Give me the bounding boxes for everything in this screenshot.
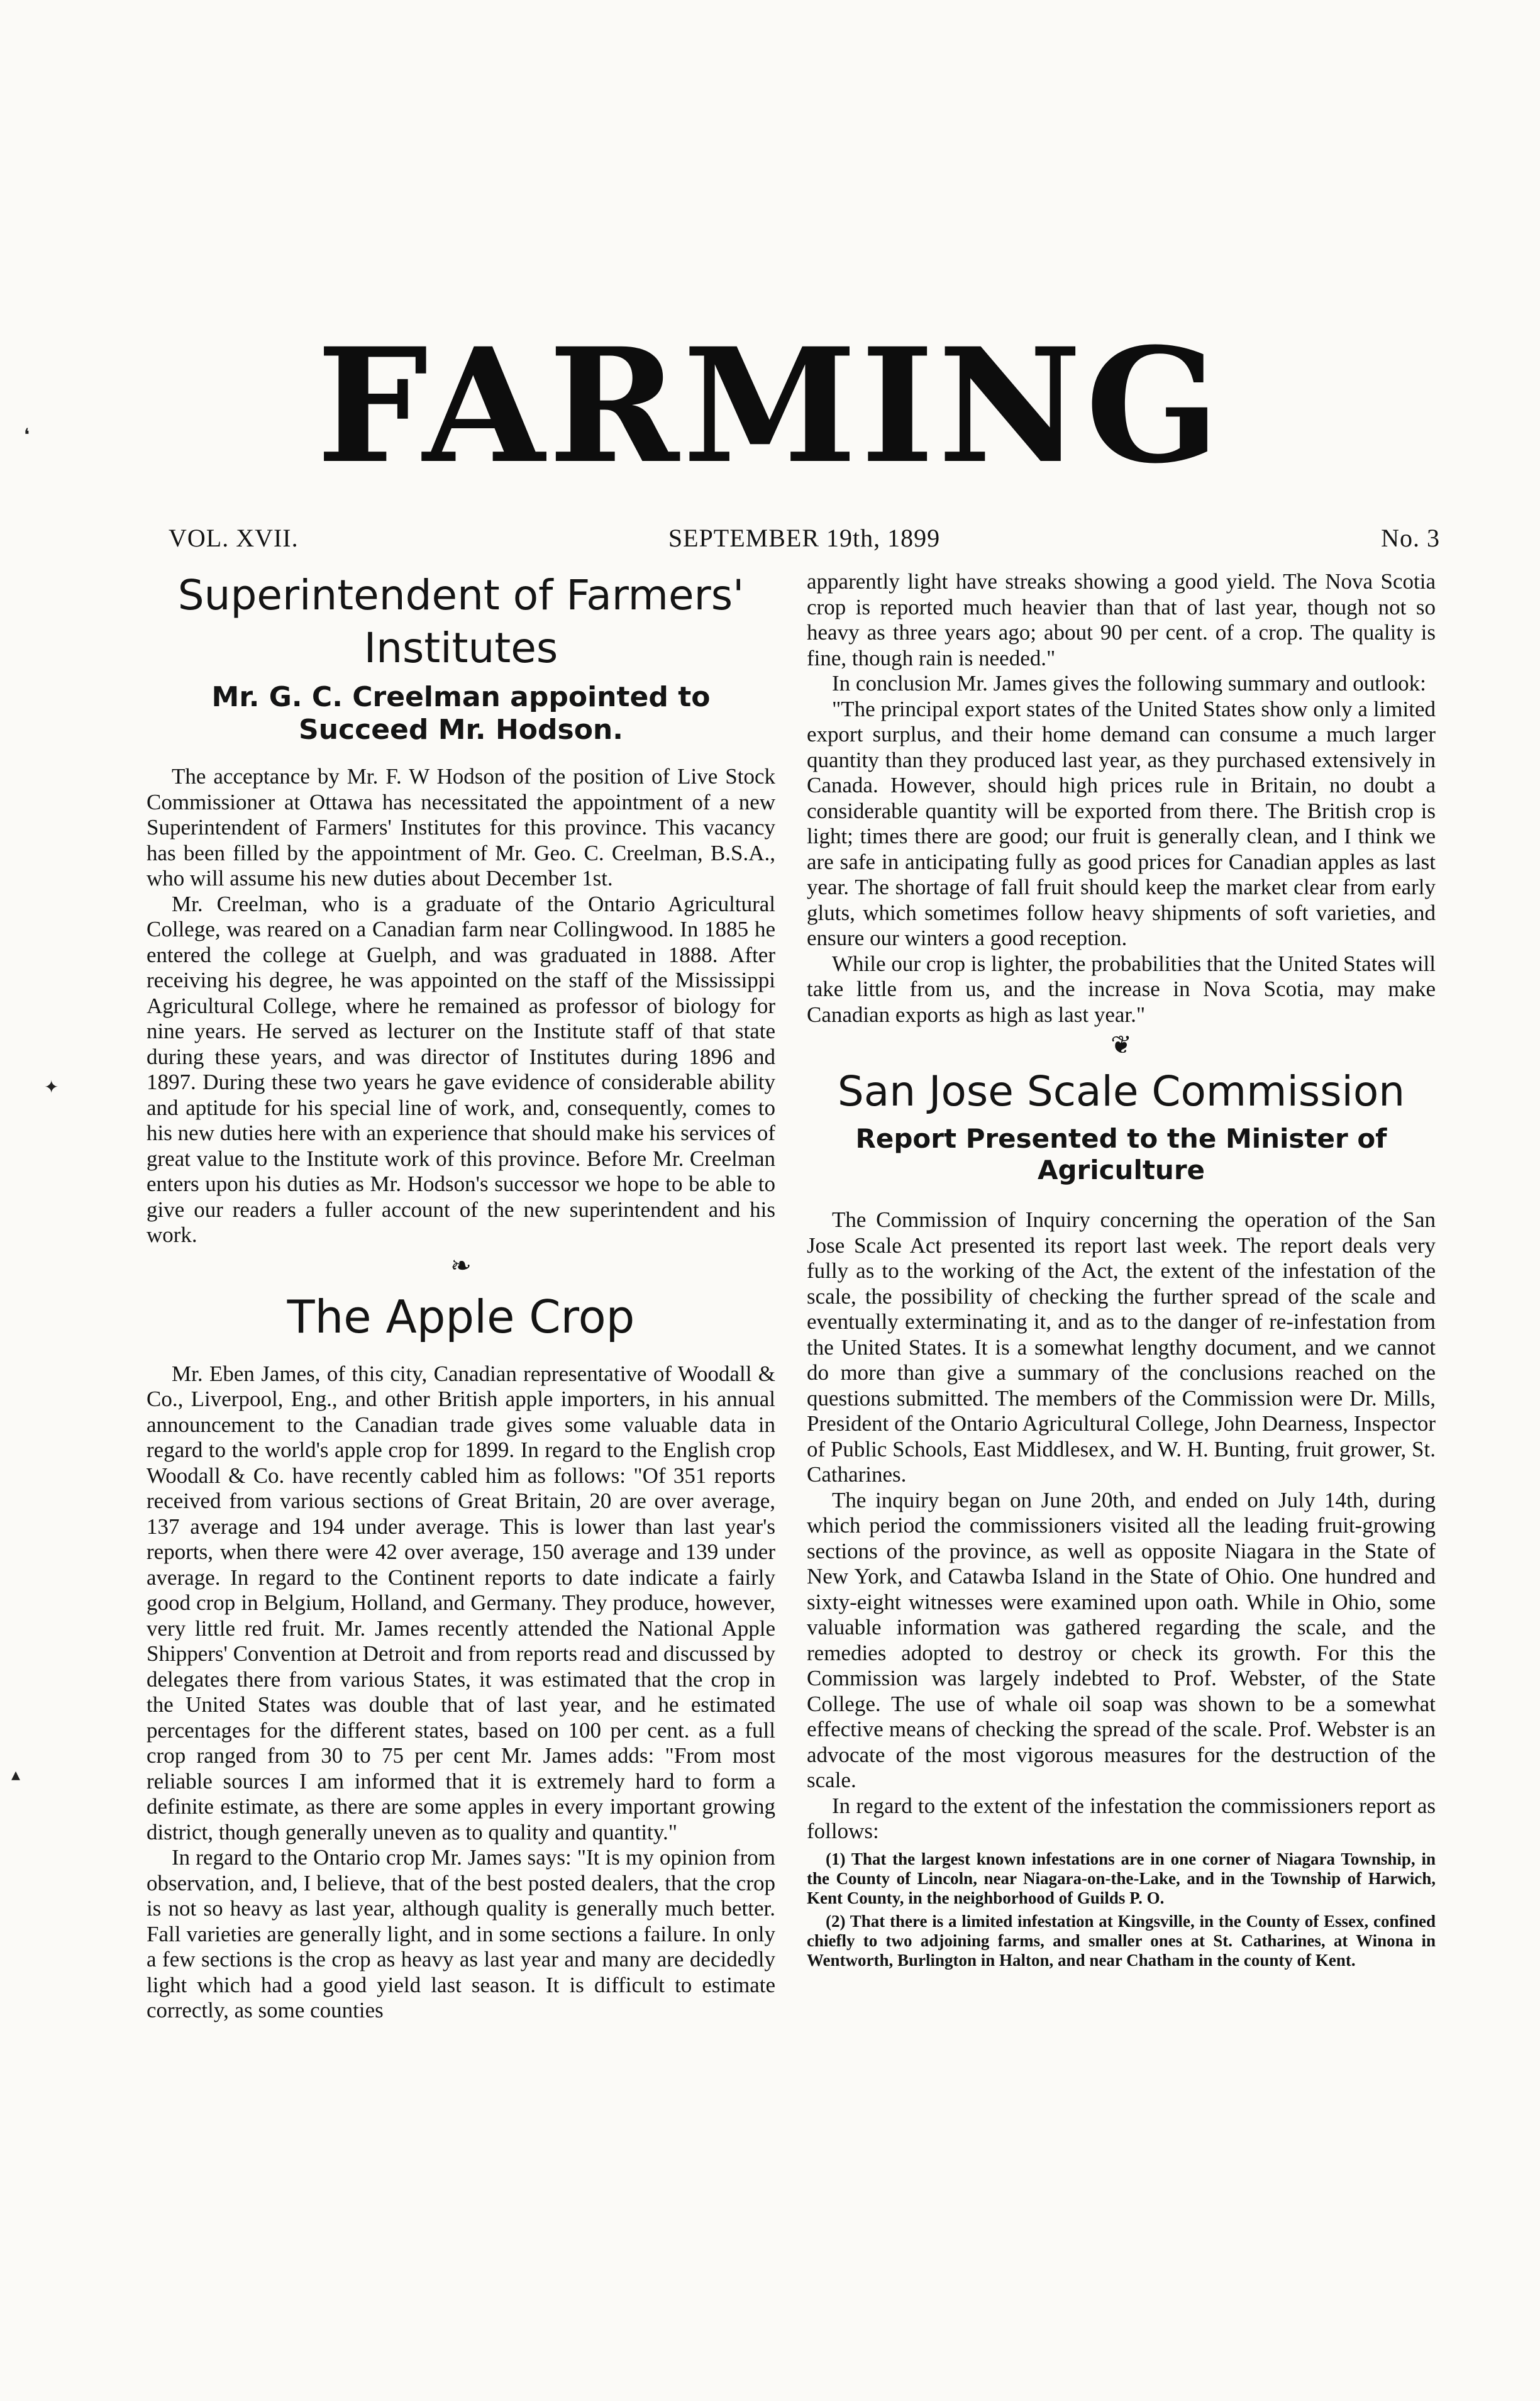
superintendent-subhead: Mr. G. C. Creelman appointed to Succeed Mr. Hodson. (211, 681, 711, 746)
san-jose-paragraph: The Commission of Inquiry concerning the operation of the San Jose Scale Act presented its report last week. The report deals very fully as to the working of the Act, the extent of the infestation of the scale, the possibility of checking the further spread of the scale and eventually exterminating it, and as to the danger of re-infestation from the United States. It is a somewhat lengthy document, and we cannot do more than give a summary of the conclusions reached on the questions submitted. The members of the Commission were Dr. Mills, President of the Ontario Agricultural College, John Dearness, Inspector of Public Schools, East Middlesex, and W. H. Bunting, fruit grower, St. Catharines. (807, 1207, 1436, 1487)
san-jose-paragraph: The inquiry began on June 20th, and ended on July 14th, during which period the commissioners visited all the leading fruit-growing sections of the province, as well as opposite Niagara in the State of New York, and Catawba Island in the State of Ohio. One hundred and sixty-eight witnesses were examined upon oath. While in Ohio, some valuable information was gathered regarding the scale, and the remedies adopted to destroy or check its growth. For this the Commission was largely indebted to Prof. Webster, of the State College. The use of whale oil soap was shown to be a somewhat effective means of checking the spread of the scale. Prof. Webster is an advocate of the most vigorous measures for the destruction of the scale. (807, 1487, 1436, 1792)
ornament-icon: ❦ (1111, 1031, 1132, 1059)
margin-speck-icon: ▴ (11, 1765, 21, 1785)
left-column (147, 569, 775, 2024)
san-jose-headline: San Jose Scale Commission (837, 1067, 1405, 1116)
superintendent-headline: Superintendent of Farmers' Institutes (177, 571, 745, 672)
margin-speck-icon: ✦ (44, 1078, 59, 1097)
margin-speck-icon: ❛ (24, 426, 30, 445)
san-jose-notes (807, 1849, 1436, 1970)
volume-label: VOL. XVII. (169, 524, 299, 552)
issue-number: No. 3 (1381, 524, 1440, 552)
apple-crop-headline: The Apple Crop (287, 1290, 635, 1343)
right-column (807, 569, 1436, 1974)
apple-crop-paragraph: Mr. Eben James, of this city, Canadian representative of Woodall & Co., Liverpool, Eng., and other British apple importers, in his annual announcement to the Canadian trade gives some valuable data in regard to the world's apple crop for 1899. In regard to the English crop Woodall & Co. have recently cabled him as follows: "Of 351 reports received from various sections of Great Britain, 20 are over average, 137 average and 194 under average. This is lower than last year's reports, when there were 42 over average, 150 average and 139 under average. In regard to the Continent reports to date indicate a fairly good crop in Belgium, Holland, and Germany. They produce, however, very little red fruit. Mr. James recently attended the National Apple Shippers' Convention at Detroit and from reports read and discussed by delegates there from various States, it was estimated that the crop in the United States was double that of last year, and he estimated percentages for the different states, based on 100 per cent. as a full crop ranged from 30 to 75 per cent Mr. James adds: "From most reliable sources I am informed that it is extremely hard to form a definite estimate, as there are some apples in every important growing district, though generally uneven as to quality and quantity." (147, 1361, 775, 1844)
apple-crop-quote: "The principal export states of the United States show only a limited export surplus, and their home demand can consume a much larger quantity than they produced last year, as they purchased extensively in Canada. However, should high prices rule in Britain, no doubt a considerable quantity will be exported from there. The British crop is light; times there are good; our fruit is generally clean, and I think we are safe in anticipating fully as good prices for Canadian apples as last year. The shortage of fall fruit should keep the market clear from early gluts, which sometimes follow heavy shipments of soft varieties, and ensure our winters a good reception. (807, 696, 1436, 950)
apple-crop-paragraph: While our crop is lighter, the probabilities that the United States will take little from us, and the increase in Nova Scotia, may make Canadian exports as high as last year." (807, 951, 1436, 1027)
san-jose-note: (1) That the largest known infestations are in one corner of Niagara Township, in the County of Lincoln, near Niagara-on-the-Lake, and in the Township of Harwich, Kent County, in the neighborhood of Guilds P. O. (807, 1849, 1436, 1907)
apple-crop-paragraph: In regard to the Ontario crop Mr. James says: "It is my opinion from observation, and, I believe, that of the best posted dealers, that the crop is not so heavy as last year, although quality is generally much better. Fall varieties are generally light, and in some sections a failure. In only a few sections is the crop as heavy as last year and many are decidedly light which had a good yield last season. It is difficult to estimate correctly, as some counties (147, 1845, 775, 2022)
superintendent-paragraph: The acceptance by Mr. F. W Hodson of the position of Live Stock Commissioner at Ottawa has necessitated the appointment of a new Superintendent of Farmers' Institutes for this province. This vacancy has been filled by the appointment of Mr. Geo. C. Creelman, B.S.A., who will assume his new duties about December 1st. (147, 764, 775, 890)
apple-crop-paragraph: apparently light have streaks showing a good yield. The Nova Scotia crop is reported much heavier than that of last year, though not so heavy as three years ago; about 90 per cent. of a crop. The quality is fine, though rain is needed." (807, 569, 1436, 670)
issue-date: SEPTEMBER 19th, 1899 (668, 524, 941, 552)
masthead-title: FARMING (316, 313, 1224, 498)
dateline (169, 523, 1440, 555)
san-jose-note: (2) That there is a limited infestation at Kingsville, in the County of Essex, confined chiefly to two adjoining farms, and smaller ones at St. Catharines, at Winona in Wentworth, Burlington in Halton, and near Chatham in the county of Kent. (807, 1911, 1436, 1970)
superintendent-paragraph: Mr. Creelman, who is a graduate of the Ontario Agricultural College, was reared on a Canadian farm near Collingwood. In 1885 he entered the college at Guelph, and was graduated in 1888. After receiving his degree, he was appointed on the staff of the Mississippi Agricultural College, where he remained as professor of biology for nine years. He served as lecturer on the Institute staff of that state during these years, and was director of Institutes during 1896 and 1897. During these two years he gave evidence of considerable ability and aptitude for his special line of work, and, consequently, comes to his new duties here with an experience that should make his services of great value to the Institute work of this province. Before Mr. Creelman enters upon his duties as Mr. Hodson's successor we hope to be able to give our readers a fuller account of the new superintendent and his work. (147, 891, 775, 1247)
apple-crop-paragraph: In conclusion Mr. James gives the following summary and outlook: (832, 671, 1426, 696)
san-jose-paragraph: In regard to the extent of the infestation the commissioners report as follows: (807, 1793, 1436, 1843)
ornament-icon: ❧ (450, 1251, 472, 1280)
san-jose-subhead: Report Presented to the Minister of Agriculture (855, 1123, 1387, 1185)
